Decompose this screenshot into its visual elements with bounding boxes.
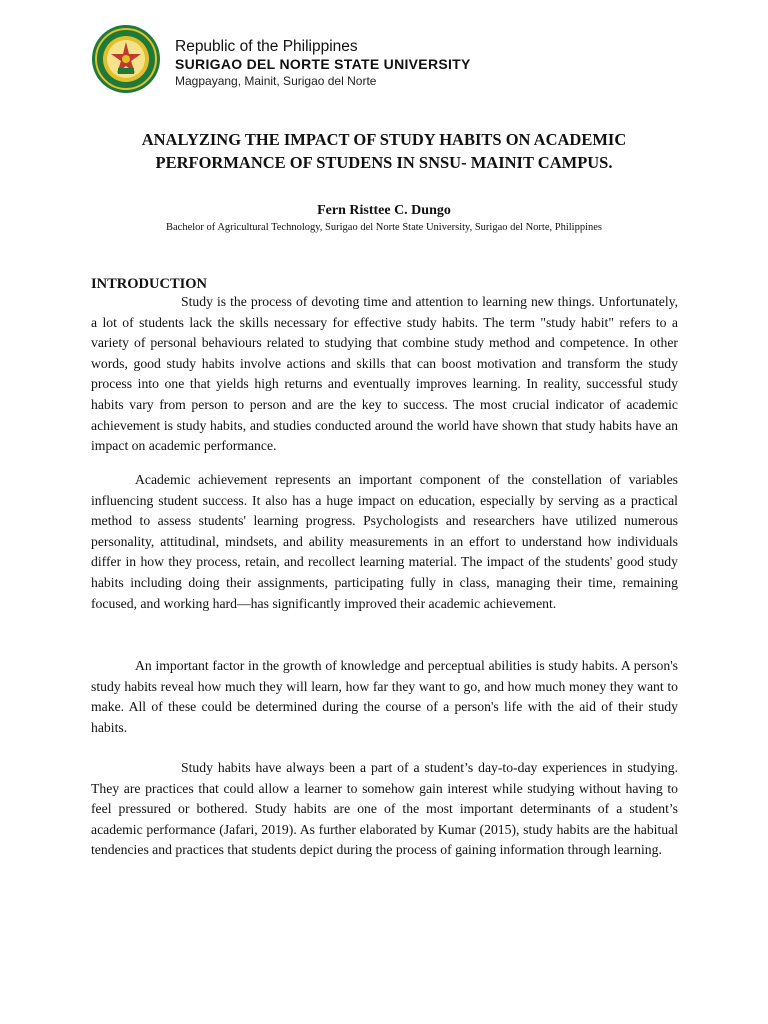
university-seal-icon (91, 24, 161, 94)
intro-paragraph-1: Study is the process of devoting time and attention to learning new things. Unfortunately, a lot of students lack the skills necessary for effective study habits. The term "study habit" refers to a variety of personal behaviours related to studying that combine study method and competence. In other words, good study habits involve actions and skills that can boost motivation and transform the study process into one that yields high returns and eventually improves learning. In reality, successful study habits vary from person to person and are the key to success. The most crucial indicator of academic achievement is study habits, and studies conducted around the world have shown that study habits have an impact on academic performance. (91, 294, 678, 454)
letterhead-text (175, 38, 471, 90)
author-affiliation: Bachelor of Agricultural Technology, Surigao del Norte State University, Surigao del Norte, Philippines (166, 222, 602, 233)
intro-paragraph-2: Academic achievement represents an important component of the constellation of variables influencing student success. It also has a huge impact on education, especially by serving as a practical method to assess students' learning progress. Psychologists and researchers have utilized numerous personality, attitudinal, mindsets, and ability measurements in an effort to understand how individuals differ in how they process, retain, and recollect learning material. The impact of the students' good study habits including doing their assignments, participating fully in class, managing their time, remaining focused, and working hard—has significantly improved their academic achievement. (91, 472, 678, 611)
republic-line: Republic of the Philippines (175, 38, 358, 55)
title-line-1: ANALYZING THE IMPACT OF STUDY HABITS ON ACADEMIC (141, 130, 627, 149)
introduction-heading: INTRODUCTION (91, 276, 208, 292)
university-name: SURIGAO DEL NORTE STATE UNIVERSITY (175, 56, 471, 72)
intro-paragraph-4: Study habits have always been a part of a student’s day-to-day experiences in studying. They are practices that could allow a learner to somehow gain interest while studying without having to feel pressured or bothered. Study habits are one of the most important determinants of a student’s academic performance (Jafari, 2019). As further elaborated by Kumar (2015), study habits are the habitual tendencies and practices that students depict during the process of gaining information through learning. (91, 760, 678, 858)
letterhead-header (0, 0, 768, 110)
intro-paragraph-3: An important factor in the growth of knowledge and perceptual abilities is study habits. A person's study habits reveal how much they will learn, how far they want to go, and how much money they want to make. All of these could be determined during the course of a person's life with the aid of their study habits. (91, 658, 678, 735)
title-line-2: PERFORMANCE OF STUDENS IN SNSU- MAINIT CAMPUS. (155, 153, 613, 172)
campus-address: Magpayang, Mainit, Surigao del Norte (175, 74, 377, 88)
author-name: Fern Risttee C. Dungo (317, 203, 451, 218)
paper-title (90, 128, 678, 174)
